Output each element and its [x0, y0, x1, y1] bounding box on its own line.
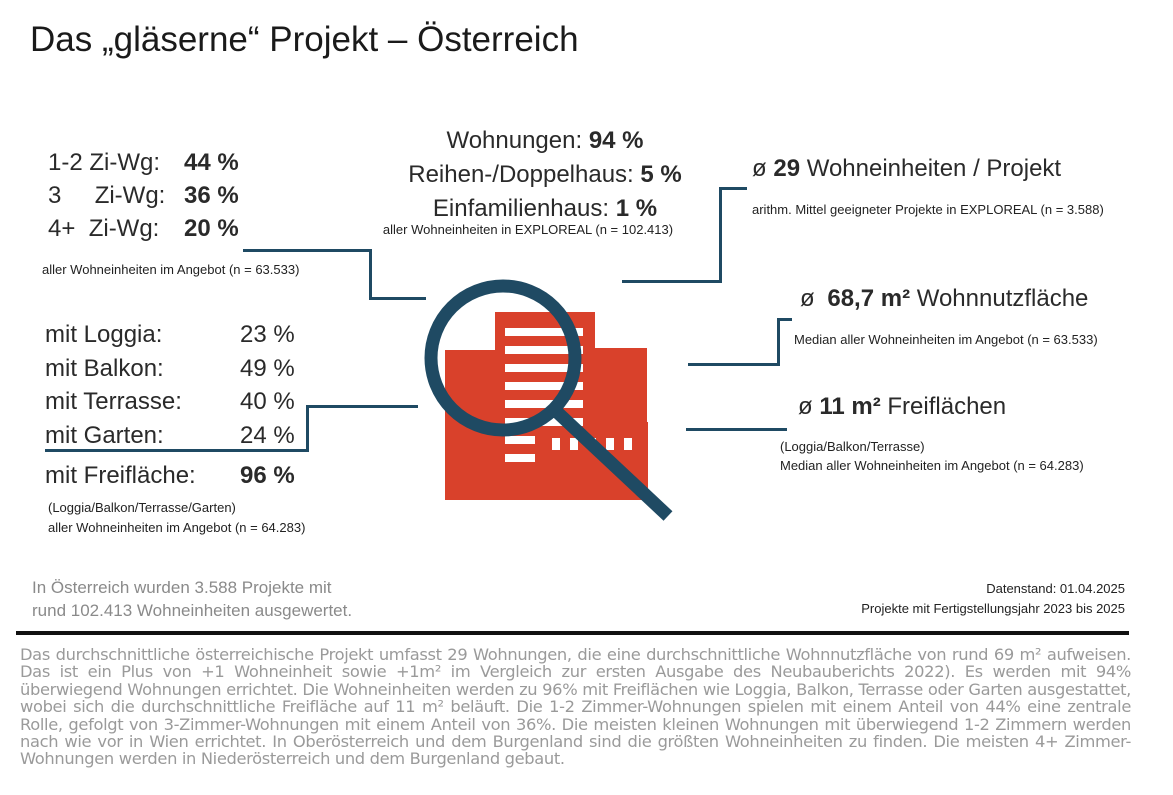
- connector-line: [45, 449, 309, 452]
- outdoor-total: [45, 462, 295, 490]
- outdoor-row: [45, 419, 295, 453]
- summary-line: In Österreich wurden 3.588 Projekte mit: [32, 578, 332, 597]
- types-value: 1 %: [615, 195, 658, 222]
- types-value: 94 %: [588, 127, 644, 154]
- meta-scope: Projekte mit Fertigstellungsjahr 2023 bis 2025: [861, 601, 1125, 616]
- types-note: aller Wohneinheiten in EXPLOREAL (n = 102.413): [382, 222, 674, 237]
- rooms-value: 44 %: [184, 149, 239, 176]
- connector-line: [306, 405, 309, 452]
- outdoor-label: mit Balkon:: [45, 354, 164, 382]
- types-row: [380, 192, 710, 226]
- rooms-value: 36 %: [184, 182, 239, 209]
- page-title: Das „gläserne“ Projekt – Österreich: [30, 20, 579, 59]
- types-row: [380, 124, 710, 158]
- floor-area-note: Median aller Wohneinheiten im Angebot (n = 63.533): [794, 332, 1098, 347]
- types-label: Reihen-/Doppelhaus:: [408, 161, 634, 188]
- outdoor-note2: aller Wohneinheiten im Angebot (n = 64.283): [48, 520, 306, 535]
- summary: [32, 576, 352, 622]
- units-value: 29: [773, 155, 801, 182]
- floor-area-value: 68,7 m²: [827, 285, 911, 312]
- units-label: Wohneinheiten / Projekt: [806, 155, 1062, 182]
- connector-line: [686, 428, 787, 431]
- open-space-label: Freiflächen: [887, 393, 1007, 420]
- outdoor-block: [45, 318, 295, 452]
- rooms-label: 4+ Zi-Wg:: [48, 215, 160, 242]
- floor-area-label: Wohnnutzfläche: [916, 285, 1089, 312]
- outdoor-row: [45, 352, 295, 386]
- connector-line: [777, 318, 792, 321]
- types-row: [380, 158, 710, 192]
- avg-symbol: ø: [752, 155, 767, 182]
- outdoor-row: [45, 385, 295, 419]
- rooms-block: [48, 146, 239, 245]
- outdoor-value: 40 %: [240, 388, 295, 415]
- connector-line: [369, 249, 372, 300]
- units-per-project: [752, 155, 1061, 183]
- divider: [16, 631, 1129, 635]
- rooms-row: [48, 212, 239, 245]
- connector-line: [688, 363, 780, 366]
- outdoor-label: mit Loggia:: [45, 321, 163, 348]
- outdoor-note1: (Loggia/Balkon/Terrasse/Garten): [48, 500, 236, 515]
- description-paragraph: Das durchschnittliche österreichische Projekt umfasst 29 Wohnungen, die eine durchschnittliche Wohnnutzfläche von rund 69 m² aufweisen. Das ist ein Plus von +1 Wohneinheit sowie +1m² im Vergleich zur ersten Ausgabe des Neubauberichts 2022). Es werden mit 94% überwiegend Wohnungen errichtet. Die Wohneinheiten werden zu 96% mit Freiflächen wie Loggia, Balkon, Terrasse oder Garten ausgestattet, wobei sich die durchschnittliche Freifläche auf 11 m² beläuft. Die 1-2 Zimmer-Wohnungen spielen mit einem Anteil von 44% eine zentrale Rolle, gefolgt von 3-Zimmer-Wohnungen mit einem Anteil von 36%. Die meisten kleinen Wohnungen mit überwiegend 1-2 Zimmern werden nach wie vor in Wien errichtet. In Oberösterreich und dem Burgenland sind die größten Wohneinheiten zu finden. Die meisten 4+ Zimmer-Wohnungen werden in Niederösterreich und dem Burgenland gebaut.: [20, 645, 1131, 769]
- avg-symbol: ø: [800, 285, 815, 312]
- types-label: Wohnungen:: [446, 127, 583, 154]
- open-space: [798, 393, 1006, 421]
- rooms-row: [48, 146, 239, 179]
- floor-area: [800, 285, 1088, 313]
- summary-line: rund 102.413 Wohneinheiten ausgewertet.: [32, 601, 353, 620]
- rooms-label: 1-2 Zi-Wg:: [48, 149, 161, 176]
- avg-symbol: ø: [798, 393, 813, 420]
- connector-line: [719, 187, 747, 190]
- open-space-note2: Median aller Wohneinheiten im Angebot (n = 64.283): [780, 458, 1084, 473]
- connector-line: [719, 187, 722, 283]
- outdoor-label: mit Terrasse:: [45, 388, 182, 415]
- outdoor-value: 23 %: [240, 321, 295, 348]
- outdoor-value: 49 %: [240, 354, 295, 382]
- rooms-row: [48, 179, 239, 212]
- outdoor-label: mit Garten:: [45, 421, 164, 449]
- types-value: 5 %: [640, 161, 682, 188]
- open-space-value: 11 m²: [819, 393, 881, 420]
- meta-date: Datenstand: 01.04.2025: [986, 581, 1125, 596]
- connector-line: [777, 318, 780, 366]
- units-note: arithm. Mittel geeigneter Projekte in EXPLOREAL (n = 3.588): [752, 202, 1104, 217]
- types-block: [380, 124, 710, 226]
- rooms-label: 3 Zi-Wg:: [48, 182, 166, 209]
- rooms-note: aller Wohneinheiten im Angebot (n = 63.533): [42, 262, 300, 277]
- outdoor-row: [45, 318, 295, 352]
- types-label: Einfamilienhaus:: [432, 195, 610, 222]
- outdoor-total-label: mit Freifläche:: [45, 462, 196, 489]
- outdoor-total-value: 96 %: [240, 462, 295, 489]
- magnifier-building-icon: [400, 270, 700, 530]
- connector-line: [243, 249, 372, 252]
- open-space-note1: (Loggia/Balkon/Terrasse): [780, 439, 925, 454]
- meta: [780, 579, 1125, 619]
- rooms-value: 20 %: [184, 215, 239, 242]
- outdoor-value: 24 %: [240, 421, 295, 449]
